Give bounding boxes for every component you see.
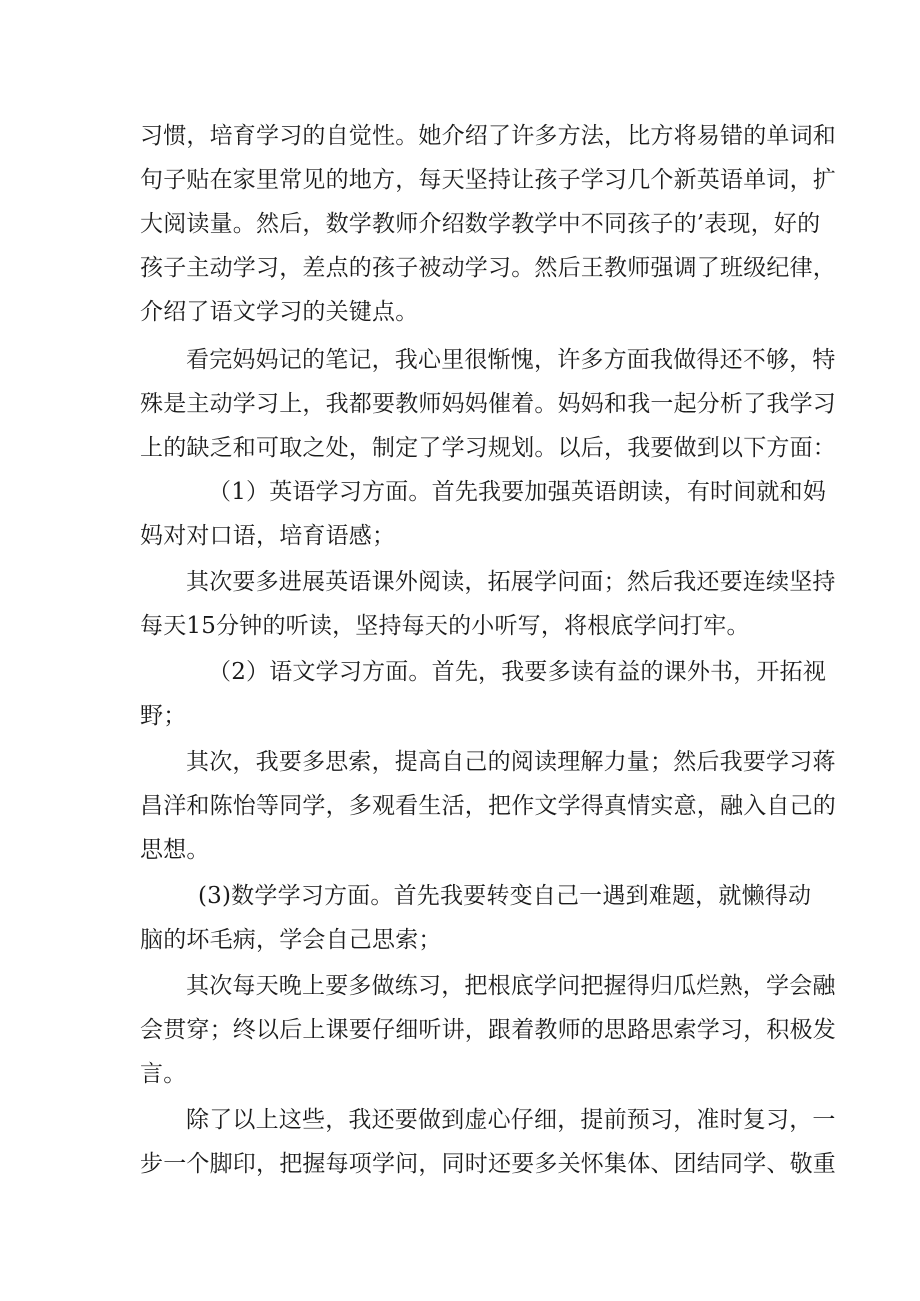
text-line-17: 思想。 <box>140 837 210 863</box>
text-line-2: 句子贴在家里常见的地方，每天坚持让孩子学习几个新英语单词，扩 <box>140 167 836 193</box>
text-line-19: 脑的坏毛病，学会自己思索； <box>140 927 442 953</box>
text-line-4: 孩子主动学习，差点的孩子被动学习。然后王教师强调了班级纪律， <box>140 255 836 281</box>
text-line-7: 殊是主动学习上，我都要教师妈妈催着。妈妈和我一起分析了我学习 <box>140 391 836 417</box>
text-line-24: 步一个脚印，把握每项学问，同时还要多关怀集体、团结同学、敬重 <box>140 1151 836 1177</box>
text-line-11: 其次要多进展英语课外阅读，拓展学问面；然后我还要连续坚持 <box>186 569 836 595</box>
text-line-6: 看完妈妈记的笔记，我心里很惭愧，许多方面我做得还不够，特 <box>186 347 836 373</box>
text-line-9: （1）英语学习方面。首先我要加强英语朗读，有时间就和妈 <box>208 479 827 505</box>
text-line-15: 其次，我要多思索，提高自己的阅读理解力量；然后我要学习蒋 <box>186 749 836 775</box>
text-line-18: (3)数学学习方面。首先我要转变自己一遇到难题，就懒得动 <box>198 883 812 909</box>
text-line-12: 每天15分钟的听读，坚持每天的小听写，将根底学问打牢。 <box>140 613 750 639</box>
text-line-8: 上的缺乏和可取之处，制定了学习规划。以后，我要做到以下方面： <box>140 435 836 461</box>
text-line-20: 其次每天晚上要多做练习，把根底学问把握得归瓜烂熟，学会融 <box>186 973 836 999</box>
text-line-10: 妈对对口语，培育语感； <box>140 523 396 549</box>
text-line-23: 除了以上这些，我还要做到虚心仔细，提前预习，准时复习，一 <box>186 1107 836 1133</box>
text-line-22: 言。 <box>140 1061 187 1087</box>
text-line-13: （2）语文学习方面。首先，我要多读有益的课外书，开拓视 <box>208 659 827 685</box>
text-line-1: 习惯，培育学习的自觉性。她介绍了许多方法，比方将易错的单词和 <box>140 123 836 149</box>
text-line-5: 介绍了语文学习的关键点。 <box>140 299 419 325</box>
text-line-21: 会贯穿；终以后上课要仔细听讲，跟着教师的思路思索学习，积极发 <box>140 1017 836 1043</box>
text-line-3: 大阅读量。然后，数学教师介绍数学教学中不同孩子的’表现，好的 <box>140 211 821 237</box>
text-line-14: 野； <box>140 703 187 729</box>
text-line-16: 昌洋和陈怡等同学，多观看生活，把作文学得真情实意，融入自己的 <box>140 793 836 819</box>
